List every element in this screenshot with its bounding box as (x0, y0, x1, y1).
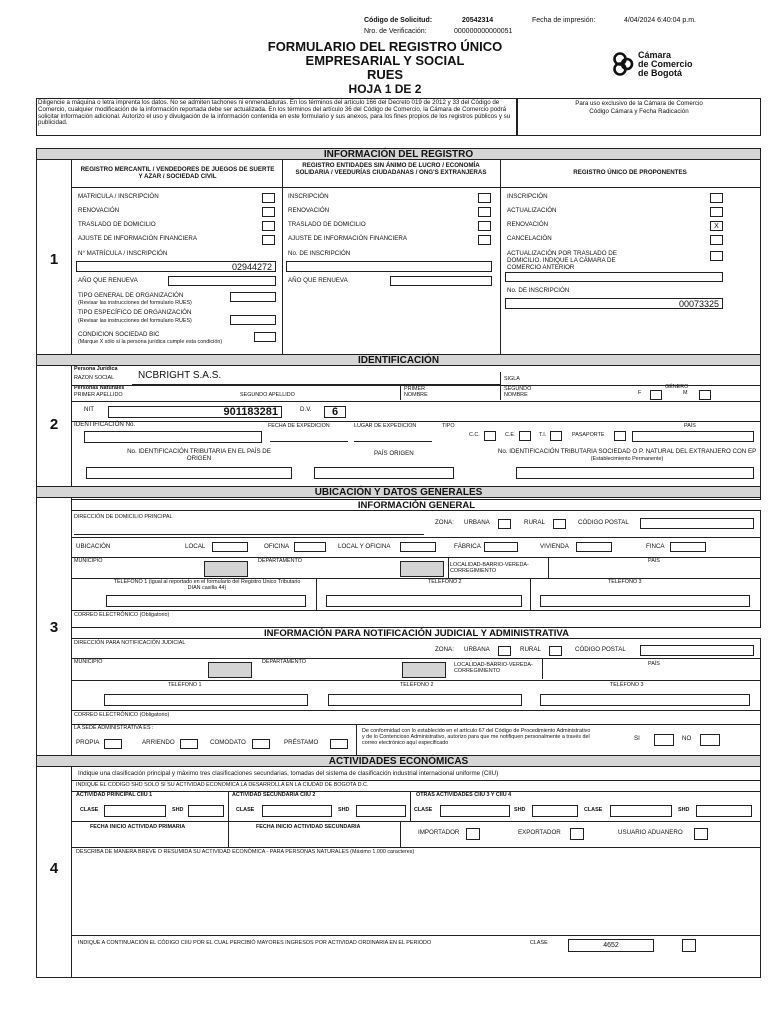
c2-item: AJUSTE DE INFORMACIÓN FINANCIERA (288, 235, 407, 242)
fecha-label: Fecha de impresión: (532, 17, 596, 24)
subheader-notificacion: INFORMACIÓN PARA NOTIFICACIÓN JUDICIAL Y ADMINISTRATIVA (72, 627, 761, 639)
pais-field[interactable] (632, 431, 754, 442)
tipo-general-note: (Revisar las instrucciones del formulario RUES) (78, 300, 192, 306)
section-header-identificacion: IDENTIFICACIÓN (36, 354, 761, 366)
arriendo-label: ARRIENDO (142, 739, 175, 746)
shd-label-2: SHD (338, 807, 350, 813)
nit-trib-label: No. IDENTIFICACIÓN TRIBUTARIA EN EL PAÍS DE ORIGEN (127, 448, 271, 462)
anio-renueva-field-2[interactable] (390, 276, 492, 286)
act-principal-label: ACTIVIDAD PRINCIPAL CIIU 1 (76, 792, 153, 798)
tipo-general-label: TIPO GENERAL DE ORGANIZACIÓN (78, 292, 184, 299)
rural-notif-label: RURAL (520, 646, 541, 653)
vivienda-field[interactable] (576, 542, 612, 552)
dir-notif-label: DIRECCIÓN PARA NOTIFICACIÓN JUDICIAL (74, 640, 186, 646)
bic-label: CONDICION SOCIEDAD BIC (78, 331, 160, 338)
shd-label-1: SHD (172, 807, 184, 813)
sede-label: LA SEDE ADMINISTRATIVA ES : (74, 725, 154, 731)
dv-label: D.V. (300, 406, 312, 413)
clase-label-1: CLASE (80, 807, 99, 813)
checkbox-arriendo[interactable] (180, 739, 198, 749)
checkbox-exportador[interactable] (570, 828, 584, 840)
tel2-label: TELÉFONO 2 (428, 579, 462, 585)
ciiu-indique-text: Indique una clasificación principal y máximo tres clasificaciones secundarias, tomadas del sistema de clasificación industrial internacional uniforme (CIIU) (78, 770, 499, 777)
idno-field[interactable] (84, 431, 262, 443)
no-inscripcion-label-3: No. DE INSCRIPCIÓN (507, 287, 570, 294)
checkbox-cc[interactable] (484, 431, 496, 441)
tel2-field[interactable] (326, 595, 522, 607)
nom2-label: SEGUNDO NOMBRE (504, 386, 532, 398)
depto-label: DEPARTAMENTO (258, 558, 302, 564)
aduanero-label: USUARIO ADUANERO (618, 829, 683, 836)
depto-notif-code[interactable] (402, 662, 446, 678)
nit-trib2-label: No. IDENTIFICACIÓN TRIBUTARIA SOCIEDAD O P. NATURAL DEL EXTRANJERO CON EP (497, 448, 757, 455)
clase-field-4[interactable] (610, 805, 672, 817)
checkbox-ti[interactable] (550, 431, 562, 441)
no-inscripcion-label: No. DE INSCRIPCIÓN (288, 250, 351, 257)
tel3-label: TELÉFONO 3 (608, 579, 642, 585)
tipo-label: TIPO (442, 423, 455, 429)
vivienda-label: VIVIENDA (540, 543, 569, 550)
ap1-label: PRIMER APELLIDO (74, 392, 123, 398)
shd-field-4[interactable] (696, 805, 752, 817)
genero-label: GÉNERO (665, 384, 689, 390)
checkbox-propia[interactable] (104, 739, 122, 749)
finca-field[interactable] (670, 542, 706, 552)
anio-renueva-label: AÑO QUE RENUEVA (78, 277, 138, 284)
traslado-label: ACTUALIZACIÓN POR TRASLADO DE DOMICILIO. INDIQUE LA CÁMARA DE COMERCIO ANTERIOR (507, 250, 617, 271)
form-title-3: RUES (366, 67, 404, 82)
otras-act-label: OTRAS ACTIVIDADES CIIU 3 Y CIIU 4 (416, 792, 512, 798)
logo-line-2: de Comercio (638, 59, 693, 69)
shd-label-3: SHD (514, 807, 526, 813)
c3-item: CANCELACIÓN (507, 235, 552, 242)
sigla-label: SIGLA (504, 376, 520, 382)
dir-label: DIRECCIÓN DE DOMICILIO PRINCIPAL (74, 514, 173, 520)
verif-value: 000000000000051 (454, 28, 513, 35)
tel1-label: TELÉFONO 1 (igual al reportado en el formulario del Registro Único Tributario DIAN casilla 44) (113, 579, 301, 591)
c2-item: RENOVACIÓN (288, 207, 330, 214)
tel1-notif-label: TELÉFONO 1 (168, 682, 202, 688)
fabrica-label: FÁBRICA (454, 543, 481, 550)
local-oficina-label: LOCAL Y OFICINA (338, 543, 391, 550)
pais-label-ubic: PAÍS (648, 558, 660, 564)
tipo-general-field[interactable] (230, 292, 276, 302)
checkbox[interactable] (478, 193, 491, 203)
fecha-primaria-label: FECHA INICIO ACTIVIDAD PRIMARIA (90, 824, 186, 830)
autoriza-text: De conformidad con lo establecido en el artículo 67 del Código de Procedimiento Administrativo y de lo Contencioso Administrativo, autorizo para que me notifiquen personalmente a través del correo electrónico aquí especificado (362, 728, 591, 746)
shd-field-1[interactable] (188, 805, 224, 817)
c3-item: RENOVACIÓN (507, 221, 549, 228)
nit-trib2-note: (Establecimiento Permanente) (590, 455, 664, 462)
tel2-notif-field[interactable] (328, 694, 522, 706)
c1-item: TRASLADO DE DOMICILIO (78, 221, 156, 228)
nit-trib-field[interactable] (86, 467, 292, 479)
tel1-notif-field[interactable] (104, 694, 308, 706)
finca-label: FINCA (646, 543, 665, 550)
c1-item: MATRICULA / INSCRIPCIÓN (78, 193, 159, 200)
oficina-label: OFICINA (264, 543, 290, 550)
no-inscripcion-field[interactable] (286, 261, 492, 272)
municipio-label: MUNICIPIO (74, 558, 103, 564)
c2-item: TRASLADO DE DOMICILIO (288, 221, 366, 228)
ciiu-mayor-label: INDIQUE A CONTINUACIÓN EL CÓDIGO CIIU POR EL CUAL PERCIBIÓ MAYORES INGRESOS POR ACTIVIDAD ORDINARIA EN EL PERIODO (78, 940, 432, 946)
verif-label: Nro. de Verificación: (364, 28, 427, 35)
section-header-registro: INFORMACIÓN DEL REGISTRO (36, 148, 761, 160)
dv-field[interactable]: 6 (324, 406, 346, 418)
anio-renueva-field[interactable] (168, 276, 276, 286)
checkbox-urbana-notif[interactable] (498, 646, 511, 656)
depto-notif-label: DEPARTAMENTO (262, 659, 306, 665)
checkbox-ce[interactable] (519, 431, 531, 441)
checkbox-rural-notif[interactable] (549, 646, 562, 656)
checkbox-comodato[interactable] (252, 739, 270, 749)
tipo-especifico-note: (Revisar las instrucciones del formulario RUES) (78, 318, 192, 324)
fecha-secundaria-label: FECHA INICIO ACTIVIDAD SECUNDARIA (256, 824, 361, 830)
urbana-notif-label: URBANA (464, 646, 490, 653)
correo-notif-oblig: (Obligatorio) (139, 712, 170, 718)
section-number-4: 4 (49, 860, 59, 877)
tel1-field[interactable] (106, 595, 306, 607)
cpostal-label: CÓDIGO POSTAL (578, 519, 629, 526)
propia-label: PROPIA (76, 739, 100, 746)
no-inscripcion-field-3[interactable]: 00073325 (505, 298, 723, 309)
section-header-actividades: ACTIVIDADES ECONÓMICAS (36, 755, 761, 767)
checkbox[interactable] (710, 251, 723, 261)
camara-anterior-field[interactable] (505, 272, 723, 282)
f-label: F (638, 390, 642, 396)
prestamo-label: PRÉSTAMO (284, 739, 319, 746)
correo-notif-label: CORREO ELECTRÓNICO (74, 712, 139, 718)
fecha-value: 4/04/2024 6:40:04 p.m. (624, 17, 696, 24)
checkbox[interactable] (262, 235, 275, 245)
depto-code-field[interactable] (400, 561, 444, 577)
zona-notif-label: ZONA: (435, 646, 454, 653)
checkbox-ciiu-mayor[interactable] (682, 939, 696, 952)
codigo-value: 20542314 (462, 17, 494, 24)
pais-label: PAÍS (684, 423, 696, 429)
shd-field-2[interactable] (356, 805, 406, 817)
codigo-label: Código de Solicitud: (364, 17, 433, 24)
form-title-2: EMPRESARIAL Y SOCIAL (305, 53, 465, 68)
correo-oblig: (Obligatorio) (139, 612, 170, 618)
urbana-label: URBANA (464, 519, 490, 526)
clase2-field[interactable]: 4652 (568, 939, 654, 952)
col1-title: REGISTRO MERCANTIL / VENDEDORES DE JUEGOS DE SUERTE Y AZAR / SOCIEDAD CIVIL (80, 166, 275, 180)
clase-field-3[interactable] (440, 805, 510, 817)
section-number-3: 3 (49, 619, 59, 636)
checkbox[interactable] (710, 193, 723, 203)
cpostal-notif-field[interactable] (640, 645, 754, 656)
c2-item: INSCRIPCIÓN (288, 193, 329, 200)
notice-text: Diligencie a máquina o letra imprenta los datos. No se admiten tachones ni enmendaduras. En los términos del artículo 166 del Decreto 019 de 2012 y 33 del Código de Comercio, cualquier modificación de la información reportada debe ser actualizada. En los términos del artículo 36 del Código de Comercio, la Cámara de Comercio podrá solicitar información adicional. Autorizo el uso y divulgación de la información contenida en este formulario y sus anexos, para los fines propios de los registros públicos y su publicidad. (38, 99, 511, 127)
clase2-label: CLASE (530, 940, 548, 946)
fabrica-field[interactable] (484, 542, 518, 552)
checkbox[interactable] (478, 235, 491, 245)
localidad-notif-label: LOCALIDAD-BARRIO-VEREDA-CORREGIMIENTO (454, 662, 533, 674)
pj-label: Persona Jurídica (74, 366, 118, 372)
bic-field[interactable] (254, 332, 276, 342)
zona-label: ZONA: (435, 519, 454, 526)
municipio-notif-label: MUNICIPIO (74, 659, 103, 665)
bic-note: (Marque X sólo si la persona jurídica cumple esta condición) (78, 339, 223, 345)
razon-label: RAZON SOCIAL (74, 375, 115, 381)
nit-field[interactable]: 901183281 (108, 406, 282, 418)
clase-label-4: CLASE (584, 807, 603, 813)
col2-title: REGISTRO ENTIDADES SIN ÁNIMO DE LUCRO / ECONOMÍA SOLIDARIA / VEEDURÍAS CIUDADANAS / ONG'S EXTRANJERAS (295, 162, 487, 176)
c1-item: AJUSTE DE INFORMACIÓN FINANCIERA (78, 235, 197, 242)
checkbox-m[interactable] (699, 390, 711, 400)
correo-label: CORREO ELECTRÓNICO (74, 612, 139, 618)
section-header-ubicacion: UBICACIÓN Y DATOS GENERALES (36, 486, 761, 498)
describa-label: DESCRIBA DE MANERA BREVE O RESUMIDA SU ACTIVIDAD ECONÓMICA - PARA PERSONAS NATURALES (Máximo 1.000 caracteres) (76, 849, 415, 855)
hoja-label: HOJA 1 DE 2 (348, 82, 422, 96)
checkbox[interactable] (710, 207, 723, 217)
local-label: LOCAL (185, 543, 206, 550)
anio-renueva-label-2: AÑO QUE RENUEVA (288, 277, 348, 284)
local-oficina-field[interactable] (400, 542, 436, 552)
matricula-label: N° MATRÍCULA / INSCRIPCIÓN (78, 250, 168, 257)
tel2-notif-label: TELÉFONO 2 (400, 682, 434, 688)
exclusive-label-2: Código Cámara y Fecha Radicación (589, 108, 689, 115)
col3-title: REGISTRO ÚNICO DE PROPONENTES (573, 169, 687, 176)
exportador-label: EXPORTADOR (518, 829, 561, 836)
tipo-especifico-field[interactable] (230, 315, 276, 325)
checkbox-renovacion[interactable]: X (710, 221, 723, 231)
checkbox-no[interactable] (700, 734, 720, 746)
pn-label: Personas Naturales (74, 385, 125, 391)
checkbox-f[interactable] (650, 390, 662, 400)
c3-item: INSCRIPCIÓN (507, 193, 548, 200)
rural-label: RURAL (524, 519, 545, 526)
logo-line-3: de Bogotá (638, 68, 682, 78)
clase-label-3: CLASE (414, 807, 433, 813)
clase-field-2[interactable] (262, 805, 332, 817)
checkbox[interactable] (710, 235, 723, 245)
checkbox-rural[interactable] (553, 519, 566, 529)
pasaporte-label: PASAPORTE (572, 432, 605, 438)
form-title-1: FORMULARIO DEL REGISTRO ÚNICO (267, 39, 503, 54)
shd-field-3[interactable] (532, 805, 578, 817)
checkbox-importador[interactable] (466, 828, 480, 840)
checkbox-aduanero[interactable] (694, 828, 708, 840)
ccb-logo-icon (612, 52, 634, 81)
shd-text: INDIQUE EL CODIGO SHD SOLO SI SU ACTIVIDAD ECONOMICA LA DESARROLLA EN LA CIUDAD DE BOGOTA D.C. (76, 782, 369, 788)
ap2-label: SEGUNDO APELLIDO (240, 392, 295, 398)
oficina-field[interactable] (294, 542, 326, 552)
checkbox-urbana[interactable] (498, 519, 511, 529)
ti-label: T.I. (539, 432, 547, 438)
comodato-label: COMODATO (210, 739, 246, 746)
pais-notif-label: PAÍS (648, 661, 660, 667)
nit-label: NIT (84, 406, 94, 413)
checkbox[interactable] (478, 207, 491, 217)
cpostal-field[interactable] (640, 518, 754, 529)
tel3-notif-field[interactable] (540, 694, 750, 706)
no-label: NO (682, 735, 692, 742)
tel3-notif-label: TELÉFONO 3 (610, 682, 644, 688)
ce-label: C.E. (505, 432, 516, 438)
municipio-code-field[interactable] (204, 561, 248, 577)
clase-field-1[interactable] (104, 805, 166, 817)
localidad-label: LOCALIDAD-BARRIO-VEREDA-CORREGIMIENTO (450, 562, 529, 574)
checkbox[interactable] (262, 221, 275, 231)
checkbox[interactable] (262, 193, 275, 203)
si-label: SI (634, 735, 640, 742)
matricula-field[interactable]: 02944272 (76, 261, 276, 272)
razon-value: NCBRIGHT S.A.S. (138, 370, 222, 381)
tel3-field[interactable] (540, 595, 750, 607)
section-number-1: 1 (49, 251, 59, 268)
logo-line-1: Cámara (638, 50, 672, 60)
idno-label: IDENTIFICACIÓN No. (74, 421, 136, 428)
checkbox-pasaporte[interactable] (614, 431, 626, 441)
c3-item: ACTUALIZACIÓN (507, 207, 557, 214)
clase-label-2: CLASE (236, 807, 255, 813)
subheader-info-general: INFORMACIÓN GENERAL (72, 499, 761, 511)
nit-trib2-field[interactable] (516, 467, 754, 479)
checkbox-prestamo[interactable] (330, 739, 348, 749)
exclusive-label-1: Para uso exclusivo de la Cámara de Comercio (575, 100, 703, 107)
tipo-especifico-label: TIPO ESPECÍFICO DE ORGANIZACIÓN (78, 309, 192, 316)
c1-item: RENOVACIÓN (78, 207, 120, 214)
checkbox[interactable] (478, 221, 491, 231)
ubicacion-label: UBICACIÓN (76, 543, 111, 550)
m-label: M (683, 390, 688, 396)
shd-label-4: SHD (678, 807, 690, 813)
section-number-2: 2 (49, 416, 59, 433)
checkbox-si[interactable] (654, 734, 674, 746)
checkbox[interactable] (262, 207, 275, 217)
municipio-notif-code[interactable] (208, 662, 252, 678)
nom1-label: PRIMER NOMBRE (404, 386, 428, 398)
cc-label: C.C. (469, 432, 480, 438)
fexp-label: FECHA DE EXPEDICION (268, 423, 330, 429)
local-field[interactable] (212, 542, 248, 552)
pais-origen-field[interactable] (314, 467, 454, 479)
pais-origen-label: PAÍS ORIGEN (374, 450, 414, 457)
cpostal-notif-label: CÓDIGO POSTAL (575, 646, 626, 653)
act-secundaria-label: ACTIVIDAD SECUNDARIA CIIU 2 (232, 792, 316, 798)
importador-label: IMPORTADOR (418, 829, 460, 836)
lexp-label: LUGAR DE EXPEDICION (354, 423, 417, 429)
